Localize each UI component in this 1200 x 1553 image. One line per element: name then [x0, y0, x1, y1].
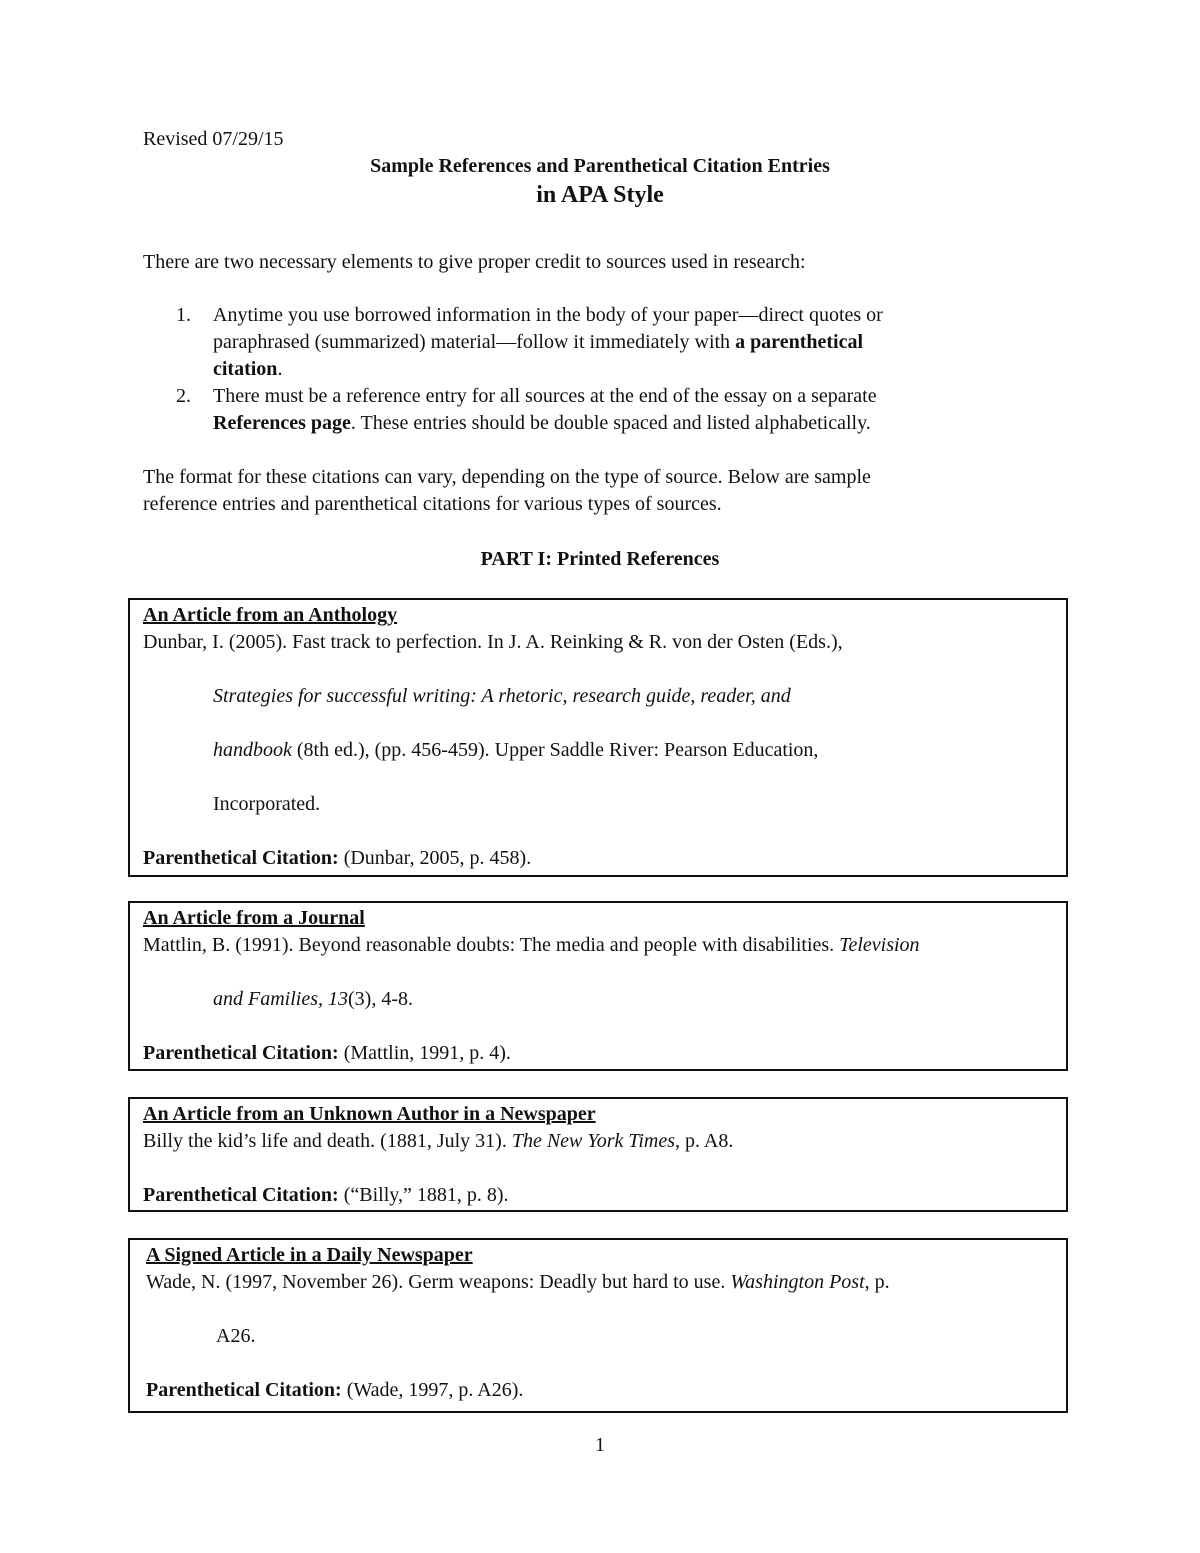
citation-label: Parenthetical Citation:	[143, 1042, 339, 1064]
parenthetical-citation	[143, 1040, 1066, 1067]
italic-title: Washington Post	[730, 1271, 865, 1293]
list-item-number: 2.	[176, 385, 191, 407]
list-item	[143, 383, 1043, 437]
list-item-line: There must be a reference entry for all sources at the end of the essay on a separate	[213, 385, 877, 407]
italic-title: handbook	[213, 739, 292, 761]
citation-value: (Mattlin, 1991, p. 4).	[338, 1042, 511, 1064]
parenthetical-citation	[146, 1377, 1066, 1404]
list-item-bold: citation	[213, 358, 278, 380]
reference-line	[146, 1269, 1066, 1296]
parenthetical-citation	[143, 1182, 1066, 1209]
list-item-line	[213, 410, 1043, 437]
revised-date: Revised 07/29/15	[143, 128, 284, 150]
list-item-line	[213, 356, 1043, 383]
reference-box-signed-article	[128, 1238, 1068, 1413]
reference-line	[143, 1128, 1066, 1155]
reference-box-journal	[128, 901, 1068, 1071]
reference-text: Wade, N. (1997, November 26). Germ weapons: Deadly but hard to use.	[146, 1271, 731, 1293]
document-subtitle: in APA Style	[536, 182, 664, 208]
citation-value: (“Billy,” 1881, p. 8).	[338, 1184, 509, 1206]
list-item-line	[213, 329, 1043, 356]
citation-label: Parenthetical Citation:	[143, 847, 339, 869]
page-number: 1	[595, 1434, 605, 1456]
reference-box-unknown-author	[128, 1097, 1068, 1212]
citation-value: (Dunbar, 2005, p. 458).	[338, 847, 532, 869]
box-title: A Signed Article in a Daily Newspaper	[146, 1244, 473, 1266]
box-title: An Article from an Anthology	[143, 604, 398, 626]
citation-value: (Wade, 1997, p. A26).	[341, 1379, 524, 1401]
reference-line	[143, 737, 1066, 764]
elements-list	[143, 302, 1043, 437]
part-heading: PART I: Printed References	[480, 548, 720, 570]
reference-text: , p. A8.	[675, 1130, 734, 1152]
parenthetical-citation	[143, 845, 1066, 872]
intro-paragraph: There are two necessary elements to give proper credit to sources used in research:	[143, 251, 806, 273]
list-item-text: . These entries should be double spaced and listed alphabetically.	[350, 412, 871, 434]
format-paragraph	[143, 464, 1043, 518]
italic-title: Television	[839, 934, 920, 956]
reference-line	[143, 932, 1066, 959]
list-item-line: Anytime you use borrowed information in the body of your paper—direct quotes or	[213, 304, 883, 326]
list-item-text: paraphrased (summarized) material—follow it immediately with	[213, 331, 736, 353]
box-title: An Article from an Unknown Author in a Newspaper	[143, 1103, 596, 1125]
citation-label: Parenthetical Citation:	[143, 1184, 339, 1206]
reference-text: Billy the kid’s life and death. (1881, July 31).	[143, 1130, 512, 1152]
reference-line	[143, 683, 1066, 710]
list-item-text: .	[277, 358, 283, 380]
reference-box-anthology	[128, 598, 1068, 877]
list-item-number: 1.	[176, 304, 191, 326]
italic-title: Strategies for successful writing: A rhetoric, research guide, reader, and	[213, 685, 791, 707]
italic-title: The New York Times	[511, 1130, 676, 1152]
reference-text: (8th ed.), (pp. 456-459). Upper Saddle River: Pearson Education,	[291, 739, 819, 761]
reference-line: Incorporated.	[213, 793, 321, 815]
citation-label: Parenthetical Citation:	[146, 1379, 342, 1401]
reference-text: , p.	[864, 1271, 890, 1293]
document-title: Sample References and Parenthetical Citation Entries	[370, 155, 830, 177]
reference-line: Dunbar, I. (2005). Fast track to perfection. In J. A. Reinking & R. von der Osten (Eds.),	[143, 631, 843, 653]
reference-text: Mattlin, B. (1991). Beyond reasonable doubts: The media and people with disabilities.	[143, 934, 840, 956]
italic-title: and Families, 13	[213, 988, 348, 1010]
list-item-bold: a parenthetical	[735, 331, 864, 353]
paragraph-line: The format for these citations can vary, depending on the type of source. Below are sample	[143, 466, 871, 488]
box-title: An Article from a Journal	[143, 907, 365, 929]
reference-text: (3), 4-8.	[348, 988, 413, 1010]
reference-line	[143, 986, 1066, 1013]
reference-line: A26.	[216, 1325, 256, 1347]
paragraph-line: reference entries and parenthetical citations for various types of sources.	[143, 493, 722, 515]
list-item-bold: References page	[213, 412, 351, 434]
list-item	[143, 302, 1043, 383]
